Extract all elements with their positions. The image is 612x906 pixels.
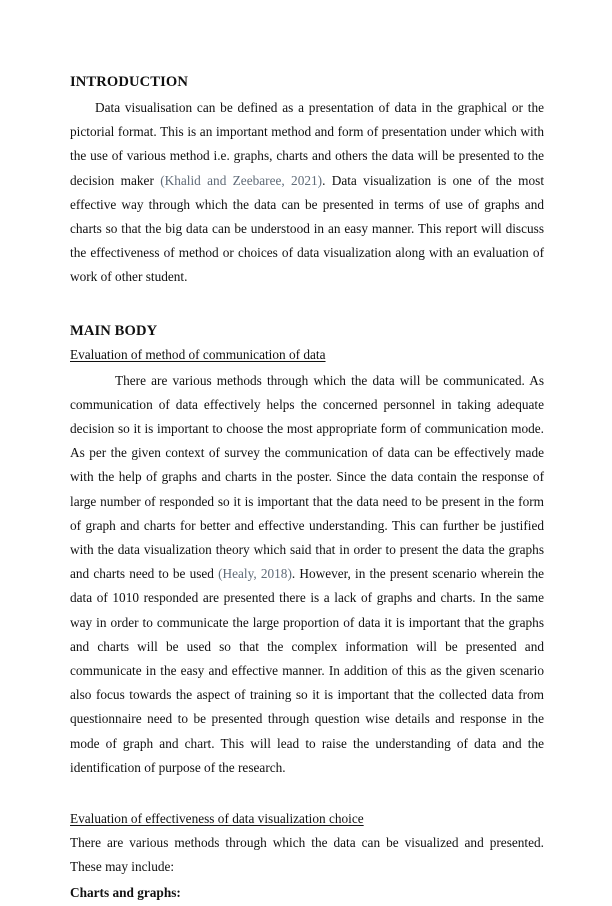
effectiveness-paragraph: There are various methods through which the data can be visualized and presented. These may include: [70, 835, 544, 875]
subheading-evaluation-effectiveness-visualization [70, 807, 544, 831]
spacer [70, 290, 544, 319]
page-title-introduction: INTRODUCTION [70, 74, 188, 90]
introduction-paragraph [70, 96, 544, 290]
bold-lead-in-charts-and-graphs: Charts and graphs: [70, 885, 181, 901]
spacer [70, 780, 544, 807]
citation-khalid-zeebaree: (Khalid and Zeebaree, 2021) [160, 172, 323, 188]
citation-healy: (Healy, 2018) [218, 566, 292, 582]
intro-text-part-2: . Data visualization is one of the most effective way through which the data can be presented in terms of use of graphs and charts so that the big data can be understood in an easy manner. This report will discuss the effectiveness of method or choices of data visualization along with an evaluation of work of other student. [70, 172, 545, 285]
subheading-1-label: Evaluation of method of communication of data [70, 346, 326, 362]
main-body-paragraph [70, 369, 544, 780]
subheading-evaluation-method-communication [70, 343, 544, 367]
document-body [70, 70, 544, 906]
main-text-part-2: . However, in the present scenario wherein the data of 1010 responded are presented there is a lack of graphs and charts. In the same way in order to communicate the large proportion of data it is important that the graphs and charts will be used so that the complex information will be presented and communicate in the easy and effective manner. In addition of this as the given scenario also focus towards the aspect of training so it is important that the collected data from questionnaire need to be presented through question wise details and response in the mode of graph and chart. This will lead to raise the understanding of data and the identification of purpose of the research. [70, 566, 544, 775]
heading-main-body: MAIN BODY [70, 322, 158, 339]
intro-text-part-1: Data visualisation can be defined as a presentation of data in the graphical or the pictorial format. This is an important method and form of presentation under which with the use of various method i.e. graphs, charts and others the data will be presented to the decision maker [70, 100, 544, 188]
main-text-part-1: There are various methods through which the data will be communicated. As communication of data effectively helps the concerned personnel in taking adequate decision so it is important to choose the most appropriate form of communication mode. As per the given context of survey the communication of data can be effectively made with the help of graphs and charts in the poster. Since the data contain the response of large number of responded so it is important that the data need to be present in the form of graph and charts for better and effective understanding. This can further be justified with the data visualization theory which said that in order to present the data the graphs and charts need to be used [70, 372, 544, 582]
subheading-2-label: Evaluation of effectiveness of data visualization choice [70, 811, 364, 827]
